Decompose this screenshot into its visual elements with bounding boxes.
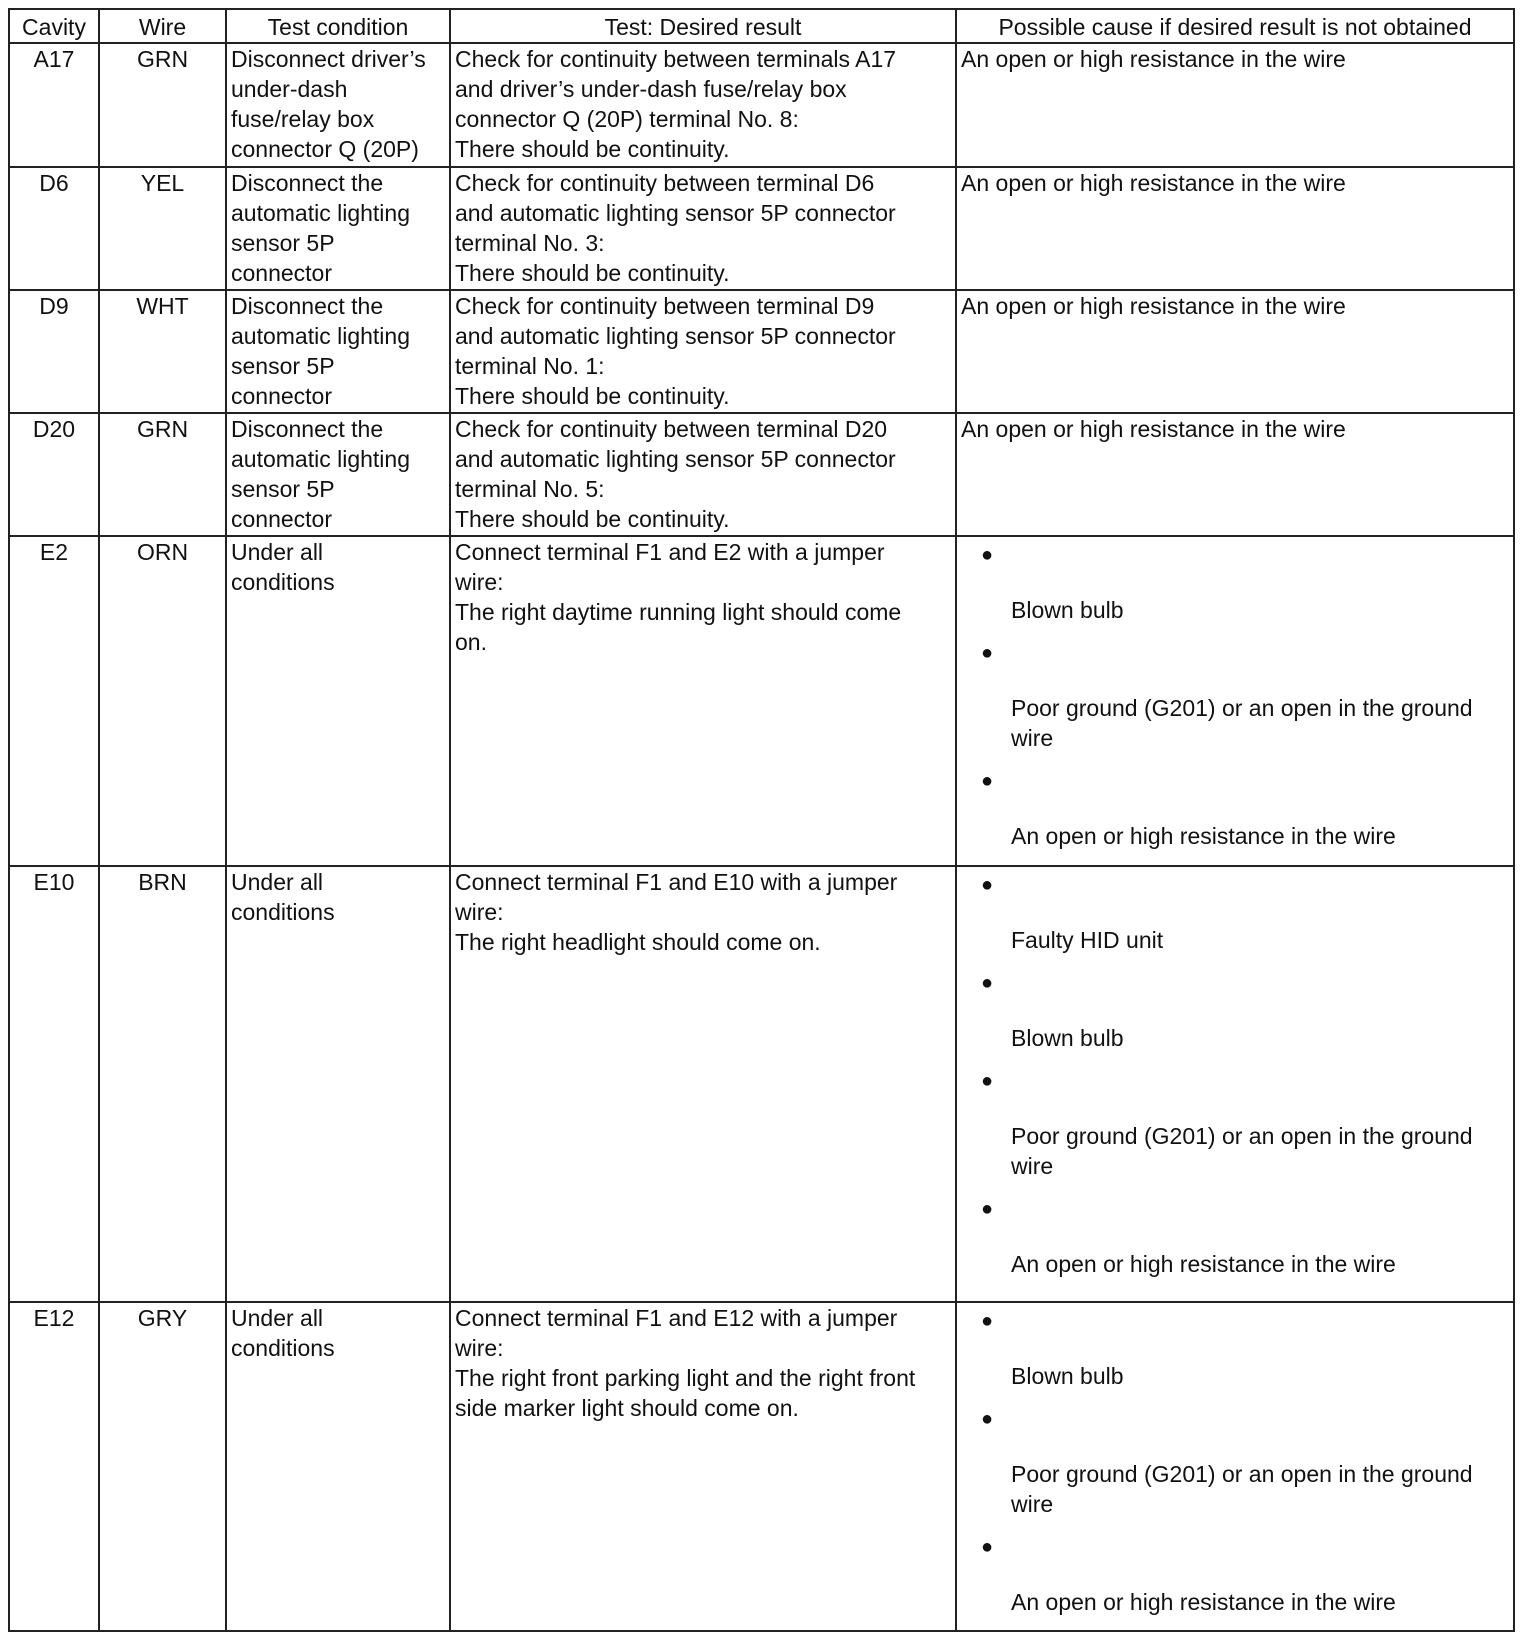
bullet-icon: ● (981, 874, 994, 896)
result-line: The right daytime running light should come (455, 599, 902, 625)
condition-cell (226, 536, 450, 866)
condition-line: conditions (231, 899, 335, 925)
cause-text: Faulty HID unit (1011, 927, 1164, 953)
bullet-icon: ● (981, 972, 994, 994)
result-line: and automatic lighting sensor 5P connector (455, 446, 896, 472)
table-row (9, 43, 1514, 167)
condition-cell (226, 290, 450, 413)
condition-line: Under all (231, 869, 324, 895)
result-cell (450, 43, 956, 167)
bullet-icon: ● (981, 1198, 994, 1220)
condition-cell (226, 866, 450, 1302)
cause-text: Poor ground (G201) or an open in the ground wire (1011, 1123, 1473, 1179)
result-line: Connect terminal F1 and E10 with a jumper (455, 869, 898, 895)
condition-line: Under all (231, 1305, 324, 1331)
condition-cell (226, 1302, 450, 1631)
header-row (9, 9, 1514, 43)
result-line: Check for continuity between terminal D9 (455, 293, 875, 319)
result-cell (450, 536, 956, 866)
cavity-cell: A17 (9, 43, 99, 167)
condition-line: connector (231, 260, 333, 286)
table-row (9, 1302, 1514, 1631)
result-line: There should be continuity. (455, 136, 730, 162)
cause-text: Poor ground (G201) or an open in the ground wire (1011, 1461, 1473, 1517)
result-line: There should be continuity. (455, 383, 730, 409)
cause-cell (956, 866, 1514, 1302)
cause-text: Blown bulb (1011, 1025, 1124, 1051)
bullet-icon: ● (981, 1408, 994, 1430)
result-line: and automatic lighting sensor 5P connector (455, 200, 896, 226)
result-cell (450, 866, 956, 1302)
list-item (961, 541, 1509, 639)
cause-list (961, 867, 1509, 1279)
result-line: and automatic lighting sensor 5P connector (455, 323, 896, 349)
condition-line: Disconnect the (231, 416, 384, 442)
condition-line: sensor 5P (231, 353, 335, 379)
cause-cell (956, 536, 1514, 866)
cause-text: Blown bulb (1011, 597, 1124, 623)
condition-cell (226, 413, 450, 536)
header-test-condition: Test condition (226, 9, 450, 43)
list-item (961, 1195, 1509, 1279)
result-line: connector Q (20P) terminal No. 8: (455, 106, 799, 132)
wire-cell: GRY (99, 1302, 226, 1631)
result-cell (450, 167, 956, 290)
cause-cell (956, 290, 1514, 413)
result-cell (450, 290, 956, 413)
result-cell (450, 1302, 956, 1631)
result-line: on. (455, 629, 487, 655)
cause-text: An open or high resistance in the wire (961, 46, 1346, 72)
bullet-icon: ● (981, 1070, 994, 1092)
bullet-icon: ● (981, 770, 994, 792)
list-item (961, 1405, 1509, 1533)
condition-line: automatic lighting (231, 200, 410, 226)
header-wire: Wire (99, 9, 226, 43)
bullet-icon: ● (981, 1536, 994, 1558)
cause-text: An open or high resistance in the wire (961, 170, 1346, 196)
cavity-cell: E12 (9, 1302, 99, 1631)
wire-cell: WHT (99, 290, 226, 413)
result-line: Check for continuity between terminal D20 (455, 416, 888, 442)
cause-cell (956, 43, 1514, 167)
condition-line: connector (231, 506, 333, 532)
header-desired-result: Test: Desired result (450, 9, 956, 43)
result-line: The right headlight should come on. (455, 929, 821, 955)
cause-text: Blown bulb (1011, 1363, 1124, 1389)
wire-cell: BRN (99, 866, 226, 1302)
wire-cell: GRN (99, 43, 226, 167)
cavity-cell: D20 (9, 413, 99, 536)
list-item (961, 969, 1509, 1067)
cavity-cell: E10 (9, 866, 99, 1302)
bullet-icon: ● (981, 642, 994, 664)
cause-text: An open or high resistance in the wire (1011, 823, 1396, 849)
list-item (961, 871, 1509, 969)
condition-line: Disconnect the (231, 293, 384, 319)
condition-line: automatic lighting (231, 446, 410, 472)
result-cell (450, 413, 956, 536)
condition-line: connector (231, 383, 333, 409)
condition-line: automatic lighting (231, 323, 410, 349)
list-item (961, 639, 1509, 767)
cause-cell (956, 167, 1514, 290)
result-line: Connect terminal F1 and E2 with a jumper (455, 539, 885, 565)
condition-line: sensor 5P (231, 230, 335, 256)
condition-line: Disconnect driver’s (231, 46, 426, 72)
condition-line: conditions (231, 569, 335, 595)
condition-line: connector Q (20P) (231, 136, 419, 162)
condition-line: sensor 5P (231, 476, 335, 502)
table-row (9, 536, 1514, 866)
condition-line: under-dash (231, 76, 348, 102)
condition-cell (226, 43, 450, 167)
cause-text: An open or high resistance in the wire (961, 416, 1346, 442)
cause-cell (956, 413, 1514, 536)
result-line: terminal No. 1: (455, 353, 605, 379)
result-line: and driver’s under-dash fuse/relay box (455, 76, 847, 102)
cause-text: An open or high resistance in the wire (1011, 1589, 1396, 1615)
result-line: side marker light should come on. (455, 1395, 799, 1421)
table-row (9, 290, 1514, 413)
cavity-cell: D6 (9, 167, 99, 290)
cause-cell (956, 1302, 1514, 1631)
cause-list (961, 1303, 1509, 1617)
result-line: There should be continuity. (455, 506, 730, 532)
list-item (961, 767, 1509, 851)
result-line: wire: (455, 1335, 504, 1361)
result-line: There should be continuity. (455, 260, 730, 286)
cause-text: An open or high resistance in the wire (961, 293, 1346, 319)
condition-line: fuse/relay box (231, 106, 375, 132)
cause-text: Poor ground (G201) or an open in the ground wire (1011, 695, 1473, 751)
wire-cell: ORN (99, 536, 226, 866)
header-possible-cause: Possible cause if desired result is not obtained (956, 9, 1514, 43)
result-line: Check for continuity between terminals A17 (455, 46, 897, 72)
list-item (961, 1533, 1509, 1617)
cavity-cell: E2 (9, 536, 99, 866)
condition-line: conditions (231, 1335, 335, 1361)
table-row (9, 413, 1514, 536)
condition-line: Under all (231, 539, 324, 565)
bullet-icon: ● (981, 544, 994, 566)
cause-list (961, 537, 1509, 851)
result-line: terminal No. 3: (455, 230, 605, 256)
condition-cell (226, 167, 450, 290)
wire-cell: YEL (99, 167, 226, 290)
cavity-cell: D9 (9, 290, 99, 413)
list-item (961, 1307, 1509, 1405)
wire-cell: GRN (99, 413, 226, 536)
result-line: terminal No. 5: (455, 476, 605, 502)
cause-text: An open or high resistance in the wire (1011, 1251, 1396, 1277)
table-row (9, 866, 1514, 1302)
header-cavity: Cavity (9, 9, 99, 43)
bullet-icon: ● (981, 1310, 994, 1332)
result-line: wire: (455, 899, 504, 925)
table-row (9, 167, 1514, 290)
result-line: wire: (455, 569, 504, 595)
result-line: Connect terminal F1 and E12 with a jumper (455, 1305, 898, 1331)
list-item (961, 1067, 1509, 1195)
result-line: The right front parking light and the right front (455, 1365, 916, 1391)
result-line: Check for continuity between terminal D6 (455, 170, 875, 196)
condition-line: Disconnect the (231, 170, 384, 196)
troubleshooting-table (8, 8, 1515, 1632)
